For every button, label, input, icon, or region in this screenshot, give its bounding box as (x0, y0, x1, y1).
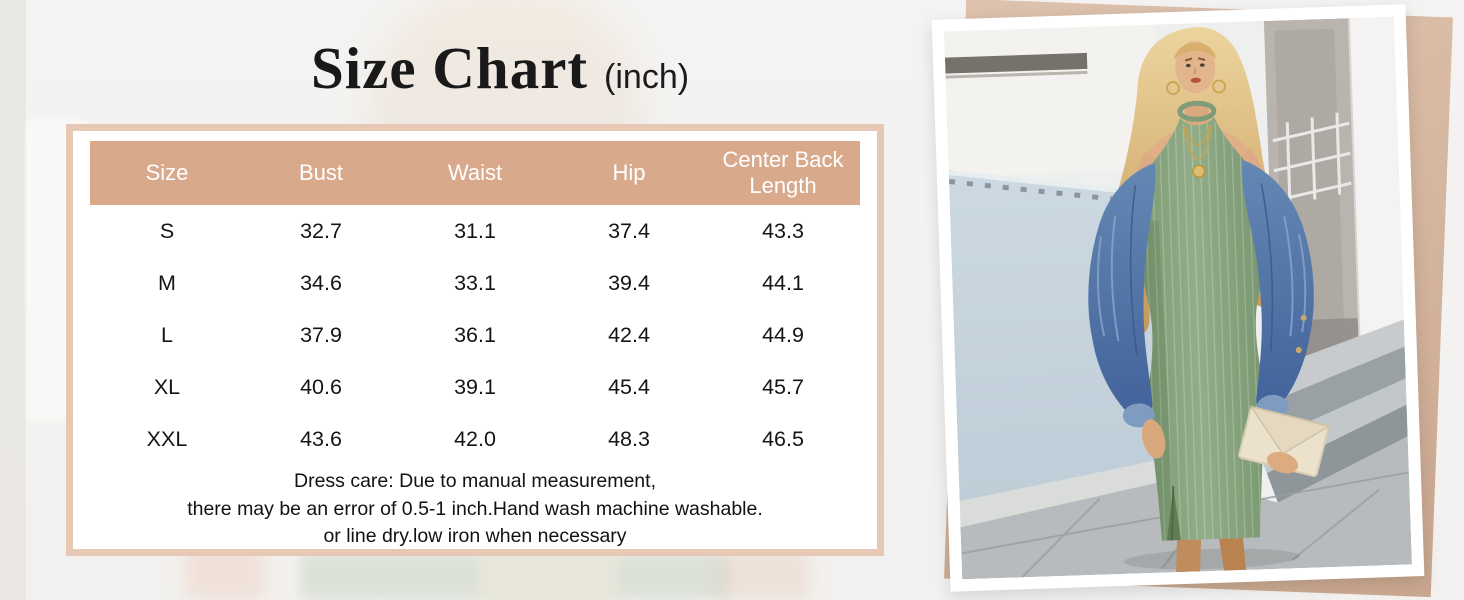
photo-frame (932, 4, 1425, 591)
cell-waist: 33.1 (454, 270, 496, 295)
cell-back-length: 46.5 (762, 426, 804, 451)
cell-waist: 42.0 (454, 426, 496, 451)
cell-hip: 45.4 (608, 374, 650, 399)
cell-hip: 39.4 (608, 270, 650, 295)
cell-bust: 37.9 (300, 322, 342, 347)
cell-size: XXL (146, 426, 188, 451)
cell-size: M (158, 270, 176, 295)
size-chart-panel (66, 124, 884, 556)
header-cell-bust: Bust (298, 159, 344, 185)
care-line: or line dry.low iron when necessary (323, 525, 627, 547)
care-line: there may be an error of 0.5-1 inch.Hand wash machine washable. (187, 497, 763, 520)
cell-waist: 31.1 (454, 218, 496, 243)
cell-back-length: 43.3 (762, 218, 804, 243)
background-ghost-dress (300, 552, 730, 600)
product-photo (925, 0, 1464, 600)
page-title (0, 34, 1000, 103)
table-row (90, 309, 860, 361)
cell-hip: 42.4 (608, 322, 650, 347)
header-cell-size: Size (145, 159, 189, 185)
cell-size: XL (153, 374, 181, 399)
table-row (90, 413, 860, 465)
header-cell-back-length: Center Back Length (722, 146, 844, 198)
care-line: Dress care: Due to manual measurement, (294, 470, 656, 492)
table-header-row (90, 141, 860, 205)
cell-hip: 37.4 (608, 218, 650, 243)
model-photo-illustration (944, 17, 1412, 580)
cell-waist: 39.1 (454, 374, 496, 399)
title-text: Size Chart (310, 35, 589, 101)
cell-size: L (161, 322, 173, 347)
cell-waist: 36.1 (454, 322, 496, 347)
cell-bust: 34.6 (300, 270, 342, 295)
background-ghost-arm-right (720, 550, 810, 600)
cell-back-length: 45.7 (762, 374, 804, 399)
cell-bust: 43.6 (300, 426, 342, 451)
model-photo (944, 17, 1412, 580)
care-note (90, 468, 860, 551)
table-row (90, 257, 860, 309)
cell-bust: 40.6 (300, 374, 342, 399)
title-unit: (inch) (604, 58, 690, 96)
table-row (90, 361, 860, 413)
cell-bust: 32.7 (300, 218, 342, 243)
cell-hip: 48.3 (608, 426, 650, 451)
cell-back-length: 44.1 (762, 270, 804, 295)
background-ghost-clutch (478, 554, 618, 600)
cell-back-length: 44.9 (762, 322, 804, 347)
header-cell-hip: Hip (612, 159, 646, 185)
cell-size: S (159, 218, 175, 243)
table-row (90, 205, 860, 257)
header-cell-waist: Waist (447, 159, 503, 185)
